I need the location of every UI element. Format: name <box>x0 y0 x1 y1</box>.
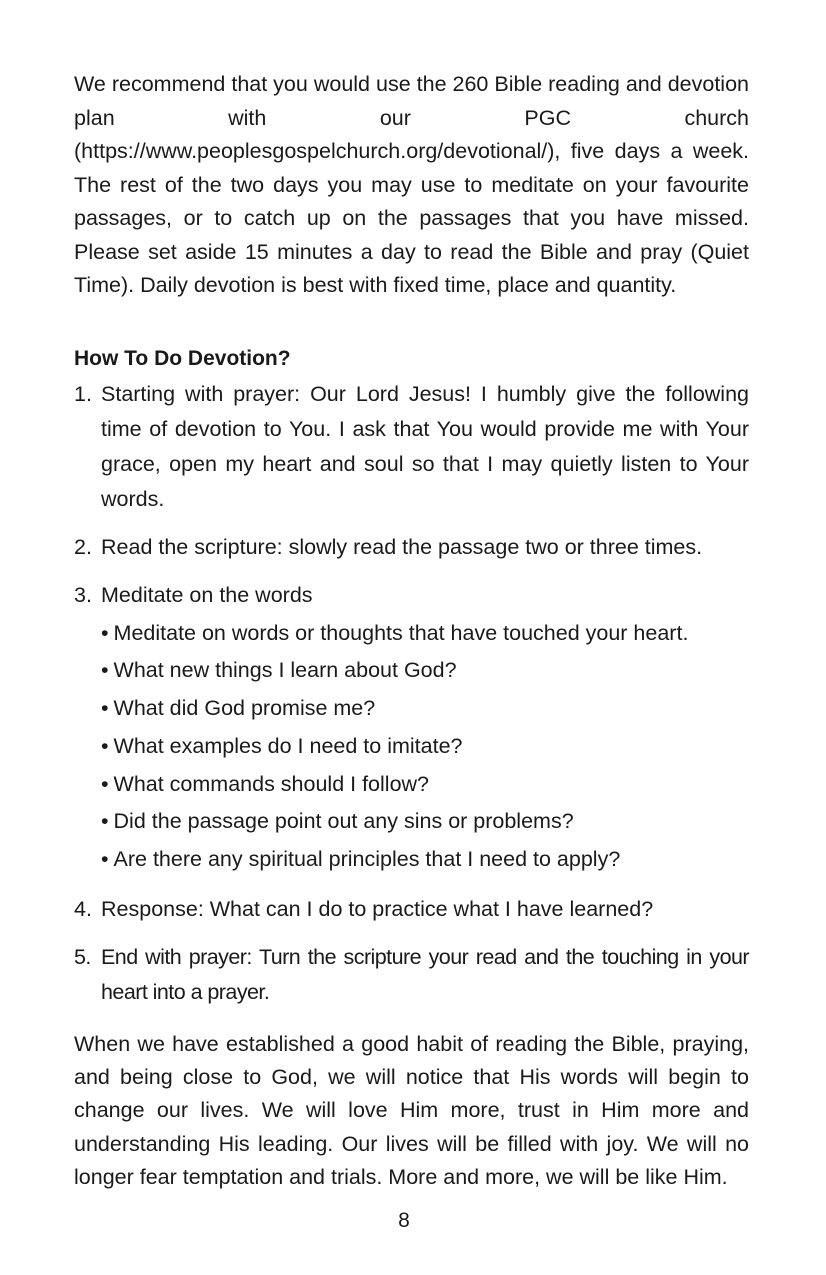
bullet-text: What did God promise me? <box>113 696 376 721</box>
bullet-text: Did the passage point out any sins or problems? <box>113 809 574 834</box>
bullet-icon: • <box>101 771 109 796</box>
step-item <box>74 940 749 1010</box>
step-number: 2. <box>74 534 92 559</box>
page-number: 8 <box>398 1209 410 1232</box>
bullet-text: Meditate on words or thoughts that have touched your heart. <box>113 620 689 645</box>
intro-paragraph: We recommend that you would use the 260 Bible reading and devotion plan with our PGC church (https://www.peoplesgospelchurch.org/devotional/), five days a week. The rest of the two days you may use to meditate on your favourite passages, or to catch up on the passages that you have missed. Please set aside 15 minutes a day to read the Bible and pray (Quiet Time). Daily devotion is best with fixed time, place and quantity. <box>74 72 749 297</box>
section-heading: How To Do Devotion? <box>74 346 291 370</box>
list-item <box>101 766 749 804</box>
step-number: 4. <box>74 897 92 922</box>
step-number: 3. <box>74 582 92 607</box>
step-text: Read the scripture: slowly read the passage two or three times. <box>101 534 703 559</box>
list-item <box>101 652 749 690</box>
steps-list <box>74 377 749 1011</box>
bullet-icon: • <box>101 620 109 645</box>
bullet-icon: • <box>101 809 109 834</box>
step-text: Response: What can I do to practice what I have learned? <box>101 897 654 922</box>
step-item <box>74 530 749 565</box>
step-item <box>74 377 749 517</box>
meditation-questions <box>101 615 749 880</box>
step-text: Starting with prayer: Our Lord Jesus! I humbly give the following time of devotion to You. I ask that You would provide me with Your grace, open my heart and soul so that I may quietly listen to Your words. <box>101 381 749 511</box>
bullet-icon: • <box>101 847 109 872</box>
bullet-icon: • <box>101 733 109 758</box>
closing-paragraph: When we have established a good habit of reading the Bible, praying, and being close to God, we will notice that His words will begin to change our lives. We will love Him more, trust in Him more and understanding His leading. Our lives will be filled with joy. We will no longer fear temptation and trials. More and more, we will be like Him. <box>74 1032 749 1189</box>
list-item <box>101 615 749 653</box>
bullet-icon: • <box>101 696 109 721</box>
bullet-icon: • <box>101 658 109 683</box>
bullet-text: What new things I learn about God? <box>113 658 457 683</box>
list-item <box>101 690 749 728</box>
step-number: 5. <box>74 945 91 970</box>
list-item <box>101 841 749 879</box>
list-item <box>101 728 749 766</box>
step-item <box>74 892 749 927</box>
list-item <box>101 803 749 841</box>
bullet-text: Are there any spiritual principles that I need to apply? <box>113 847 621 872</box>
step-text: End with prayer: Turn the scripture your read and the touching in your heart into a prayer. <box>101 945 749 1005</box>
page-content <box>74 68 749 1194</box>
step-item <box>74 578 749 880</box>
step-text: Meditate on the words <box>101 582 313 607</box>
bullet-text: What commands should I follow? <box>113 771 430 796</box>
bullet-text: What examples do I need to imitate? <box>113 733 463 758</box>
step-number: 1. <box>74 381 92 406</box>
